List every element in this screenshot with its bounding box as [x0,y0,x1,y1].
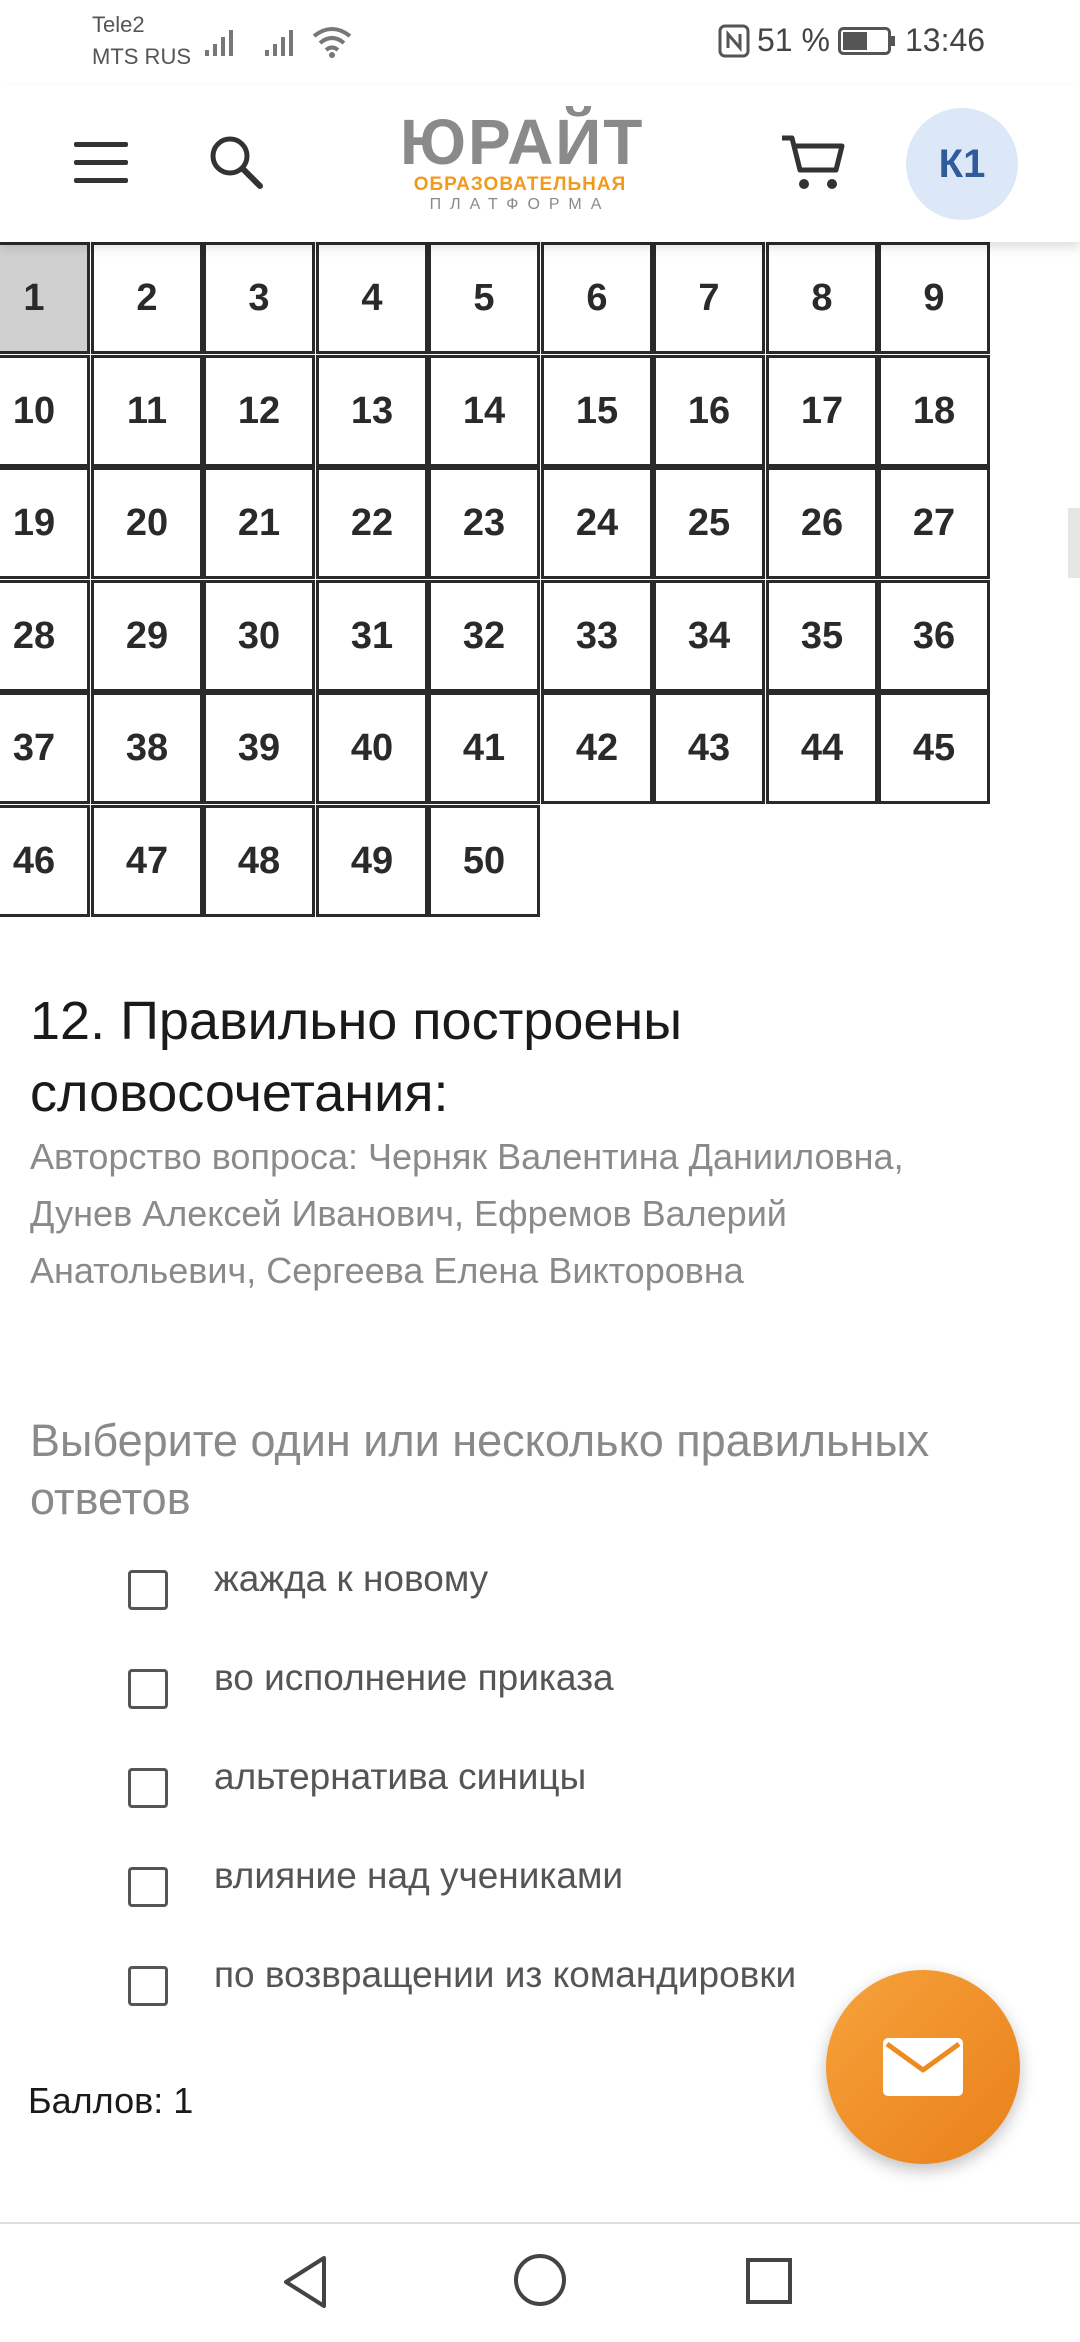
question-number-cell[interactable]: 50 [428,805,540,917]
question-number-cell[interactable]: 40 [316,692,428,804]
question-number-cell[interactable]: 45 [878,692,990,804]
question-number-cell[interactable]: 5 [428,242,540,354]
question-number-cell[interactable]: 24 [541,467,653,579]
question-number-cell[interactable]: 27 [878,467,990,579]
logo-subtitle-1: ОБРАЗОВАТЕЛЬНАЯ [413,174,627,195]
search-icon[interactable] [208,134,264,190]
question-number-cell[interactable]: 44 [766,692,878,804]
question-number-cell[interactable]: 29 [91,580,203,692]
question-number-cell[interactable]: 25 [653,467,765,579]
question-number-cell[interactable]: 17 [766,355,878,467]
question-instruction: Выберите один или несколько правильных ответов [30,1415,930,1524]
question-number-cell[interactable]: 33 [541,580,653,692]
home-icon[interactable] [512,2252,568,2308]
question-number-cell[interactable]: 7 [653,242,765,354]
answer-option[interactable] [128,1558,928,1618]
question-number-cell[interactable]: 48 [203,805,315,917]
question-number-cell[interactable]: 11 [91,355,203,467]
answer-option-label: альтернатива синицы [214,1756,587,1797]
cart-icon[interactable] [780,132,846,192]
question-number-cell[interactable]: 16 [653,355,765,467]
question-number-cell[interactable]: 20 [91,467,203,579]
signal-icon [265,28,297,56]
checkbox[interactable] [128,1867,168,1907]
battery-icon [838,27,896,55]
question-number-cell[interactable]: 34 [653,580,765,692]
question-number-cell[interactable]: 14 [428,355,540,467]
avatar[interactable]: К1 [906,108,1018,220]
checkbox[interactable] [128,1966,168,2006]
app-header [0,86,1080,242]
logo-subtitle-2: ПЛАТФОРМА [429,196,611,213]
question-number-cell[interactable]: 21 [203,467,315,579]
question-number-cell[interactable]: 15 [541,355,653,467]
question-number-cell[interactable]: 8 [766,242,878,354]
answer-option-label: во исполнение приказа [214,1657,614,1698]
checkbox[interactable] [128,1669,168,1709]
navigation-bar [0,2222,1080,2342]
question-number-cell[interactable]: 41 [428,692,540,804]
question-number-cell[interactable]: 1 [0,242,90,354]
question-title: 12. Правильно построены словосочетания: [30,991,683,1123]
question-number-cell[interactable]: 2 [91,242,203,354]
question-number-cell[interactable]: 9 [878,242,990,354]
question-number-cell[interactable]: 26 [766,467,878,579]
mail-icon [883,2038,963,2096]
checkbox[interactable] [128,1570,168,1610]
clock: 13:46 [905,22,986,58]
question-number-cell[interactable]: 38 [91,692,203,804]
question-number-cell[interactable]: 23 [428,467,540,579]
answer-option-label: влияние над учениками [214,1855,624,1896]
nfc-icon [718,24,750,58]
answer-option[interactable] [128,1756,928,1816]
answer-option[interactable] [128,1954,928,2014]
question-number-cell[interactable]: 4 [316,242,428,354]
question-number-cell[interactable]: 18 [878,355,990,467]
battery-percent: 51 % [757,22,830,58]
carrier-name-2: MTS RUS [92,44,191,69]
menu-icon[interactable] [74,138,128,188]
back-icon[interactable] [280,2254,330,2310]
question-number-cell[interactable]: 13 [316,355,428,467]
mail-button[interactable] [826,1970,1020,2164]
answer-option-label: по возвращении из командировки [214,1954,797,1995]
question-number-cell[interactable]: 22 [316,467,428,579]
question-number-cell[interactable]: 42 [541,692,653,804]
answer-option[interactable] [128,1657,928,1717]
question-number-cell[interactable]: 12 [203,355,315,467]
question-number-cell[interactable]: 28 [0,580,90,692]
question-number-cell[interactable]: 32 [428,580,540,692]
question-number-cell[interactable]: 47 [91,805,203,917]
question-number-cell[interactable]: 43 [653,692,765,804]
question-number-cell[interactable]: 3 [203,242,315,354]
signal-icon [205,28,237,56]
status-bar [0,0,1080,86]
question-number-cell[interactable]: 37 [0,692,90,804]
question-number-cell[interactable]: 10 [0,355,90,467]
logo[interactable] [400,106,645,216]
question-author: Авторство вопроса: Черняк Валентина Данииловна, Дунев Алексей Иванович, Ефремов Валерий Анатольевич, Сергеева Елена Викторовна [30,1136,904,1291]
carrier-name-1: Tele2 [92,12,145,37]
question-number-cell[interactable]: 39 [203,692,315,804]
question-number-cell[interactable]: 31 [316,580,428,692]
scrollbar-thumb[interactable] [1068,508,1080,578]
answer-option-label: жажда к новому [214,1558,489,1599]
question-number-cell[interactable]: 6 [541,242,653,354]
recent-apps-icon[interactable] [744,2256,794,2306]
question-number-cell[interactable]: 49 [316,805,428,917]
wifi-icon [312,24,352,58]
question-number-cell[interactable]: 36 [878,580,990,692]
checkbox[interactable] [128,1768,168,1808]
question-number-cell[interactable]: 46 [0,805,90,917]
answer-option[interactable] [128,1855,928,1915]
logo-main-text: ЮРАЙТ [400,106,645,178]
question-number-cell[interactable]: 19 [0,467,90,579]
question-number-cell[interactable]: 30 [203,580,315,692]
question-number-cell[interactable]: 35 [766,580,878,692]
score-label: Баллов: 1 [28,2080,194,2121]
